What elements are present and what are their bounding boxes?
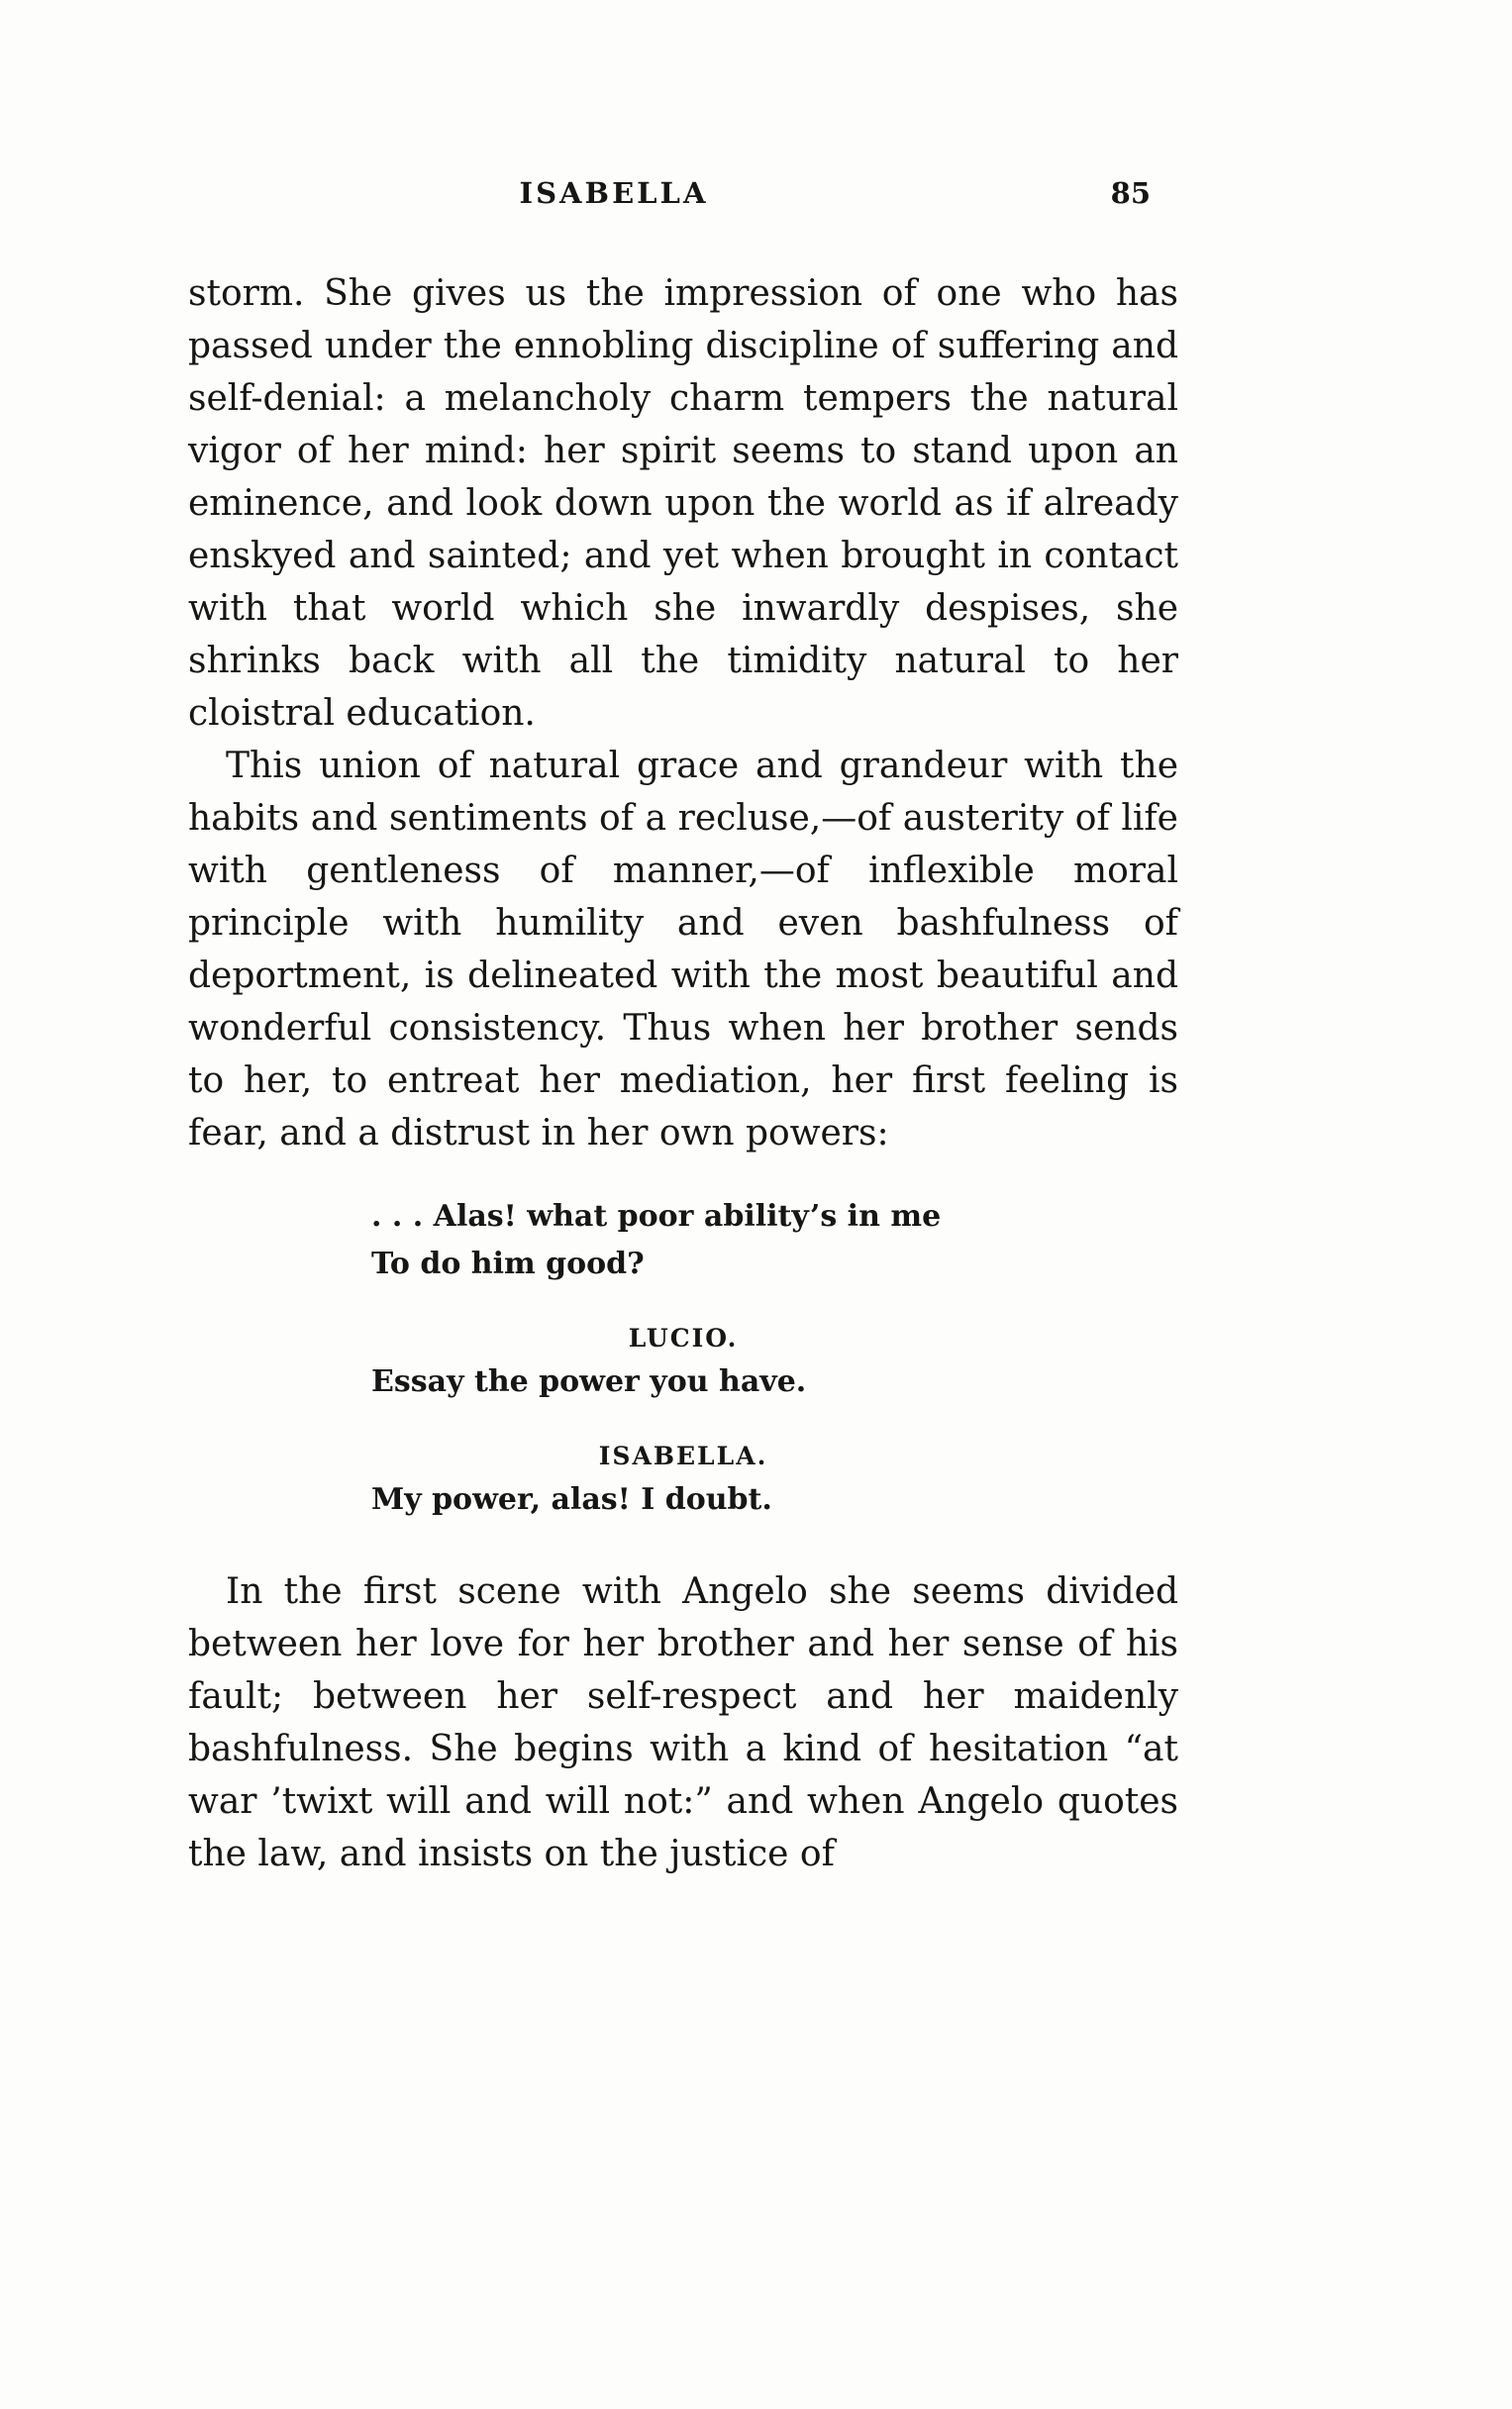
speaker-label-lucio: LUCIO.	[628, 1324, 739, 1353]
verse-line-3: Essay the power you have.	[371, 1364, 807, 1399]
speaker-label-isabella: ISABELLA.	[598, 1442, 768, 1470]
paragraph-1: storm. She gives us the impression of one who has passed under the ennobling discipline of suffering and self-denial: a melancholy charm tempers the natural vigor of her mind: her spirit seems to stand upon an eminence, and look down upon the world as if already enskyed and sainted; and yet when brought in contact with that world which she inwardly despises, she shrinks back with all the timidity natural to her cloistral education.	[188, 273, 1178, 734]
text-block	[188, 267, 1178, 1880]
paragraph-3: In the first scene with Angelo she seems divided between her love for her brother and her sense of his fault; between her self-respect and her maidenly bashfulness. She begins with a kind of hesitation “at war ’twixt will and will not:” and when Angelo quotes the law, and insists on the justice of	[188, 1571, 1178, 1874]
verse-quote-3	[371, 1476, 1178, 1524]
running-title: ISABELLA	[519, 176, 709, 210]
page-number: 85	[1110, 176, 1151, 210]
paragraph-2: This union of natural grace and grandeur with the habits and sentiments of a recluse,—of austerity of life with gentleness of manner,—of inflexible moral principle with humility and even bashfulness of deportment, is delineated with the most beautiful and wonderful consistency. Thus when her brother sends to her, to entreat her mediation, her first feeling is fear, and a distrust in her own powers:	[188, 746, 1178, 1154]
verse-line-4: My power, alas! I doubt.	[371, 1482, 772, 1517]
verse-quote-2	[371, 1358, 1178, 1406]
verse-quote-1	[371, 1193, 1178, 1288]
verse-line-1: . . . Alas! what poor ability’s in me	[371, 1199, 942, 1234]
page-header	[188, 176, 1178, 220]
verse-line-2: To do him good?	[371, 1247, 645, 1281]
